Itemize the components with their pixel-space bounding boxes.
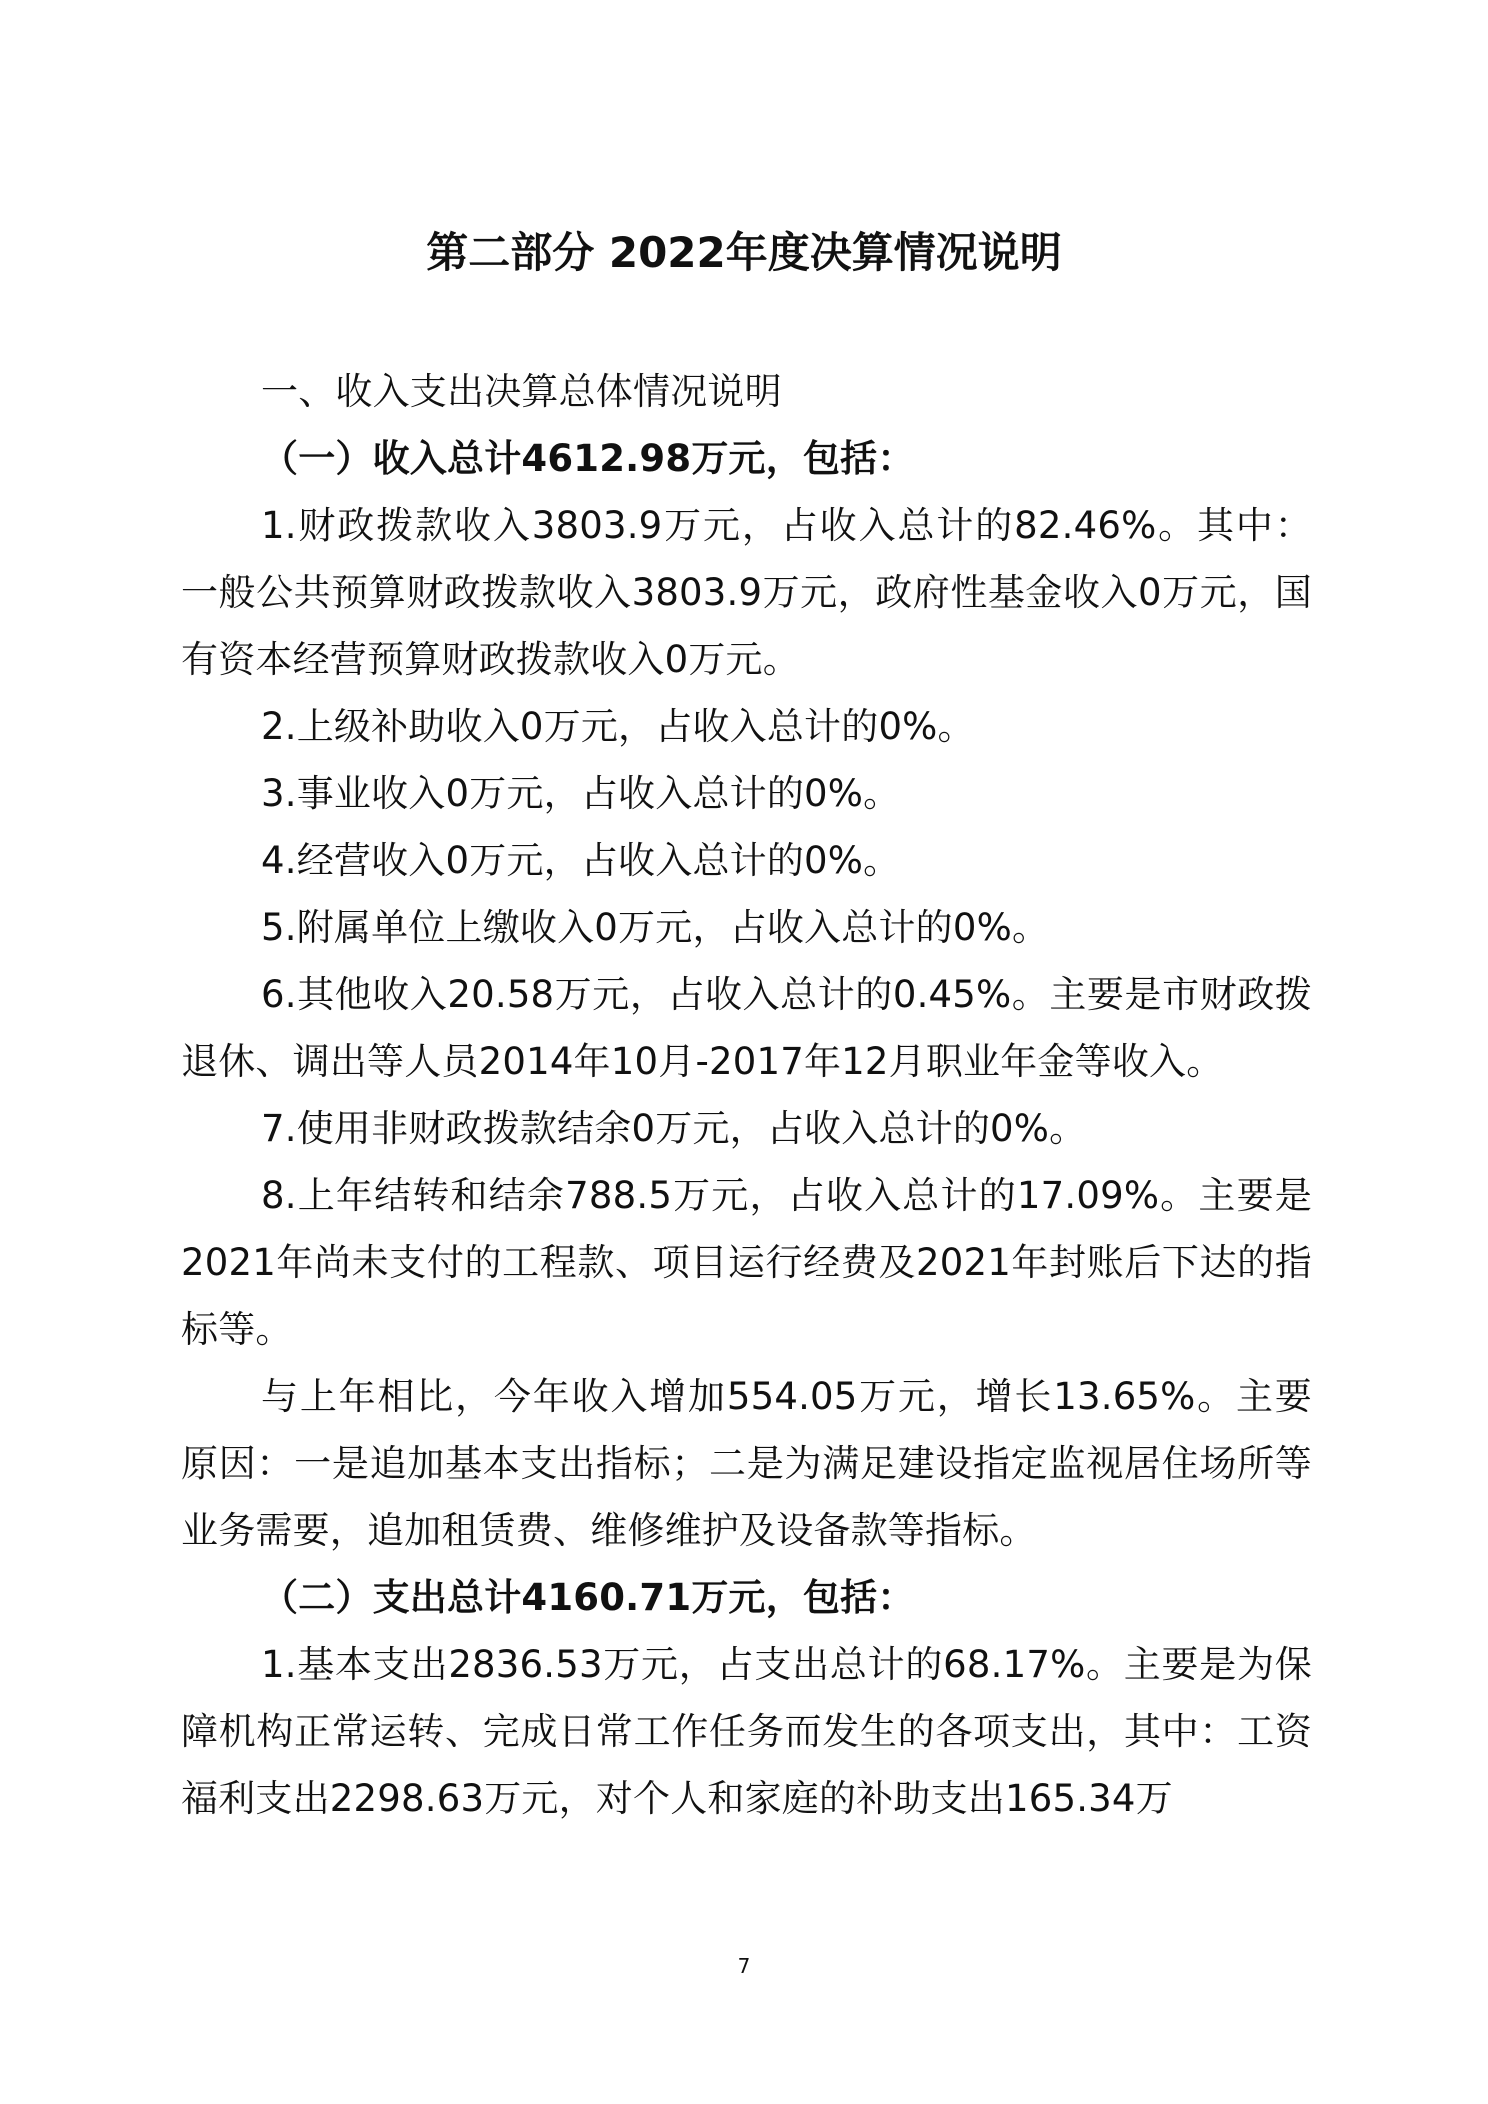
page-title: 第二部分 2022年度决算情况说明 — [426, 228, 1062, 277]
subsection-heading-income: （一）收入总计4612.98万元，包括： — [261, 437, 915, 480]
paragraph-income-item-7: 7.使用非财政拨款结余0万元，占收入总计的0%。 — [261, 1107, 1087, 1150]
page-number: 7 — [737, 1954, 751, 1978]
paragraph-income-item-5: 5.附属单位上缴收入0万元，占收入总计的0%。 — [261, 906, 1050, 949]
paragraph-income-item-1: 1.财政拨款收入3803.9万元，占收入总计的82.46%。其中：一般公共预算财政拨款收入3803.9万元，政府性基金收入0万元，国有资本经营预算财政拨款收入0万元。 — [181, 504, 1312, 681]
section-heading: 一、收入支出决算总体情况说明 — [261, 370, 782, 413]
paragraph-expense-item-1: 1.基本支出2836.53万元，占支出总计的68.17%。主要是为保障机构正常运转、完成日常工作任务而发生的各项支出，其中：工资福利支出2298.63万元，对个人和家庭的补助支出165.34万 — [181, 1643, 1312, 1820]
paragraph-income-item-8: 8.上年结转和结余788.5万元，占收入总计的17.09%。主要是2021年尚未支付的工程款、项目运行经费及2021年封账后下达的指标等。 — [181, 1174, 1312, 1351]
paragraph-income-comparison: 与上年相比，今年收入增加554.05万元，增长13.65%。主要原因：一是追加基本支出指标；二是为满足建设指定监视居住场所等业务需要，追加租赁费、维修维护及设备款等指标。 — [181, 1375, 1312, 1552]
body-text — [181, 358, 1312, 1832]
paragraph-income-item-6: 6.其他收入20.58万元，占收入总计的0.45%。主要是市财政拨退休、调出等人员2014年10月-2017年12月职业年金等收入。 — [181, 973, 1312, 1083]
subsection-heading-expense: （二）支出总计4160.71万元，包括： — [261, 1576, 915, 1619]
paragraph-income-item-3: 3.事业收入0万元，占收入总计的0%。 — [261, 772, 901, 815]
paragraph-income-item-2: 2.上级补助收入0万元，占收入总计的0%。 — [261, 705, 975, 748]
paragraph-income-item-4: 4.经营收入0万元，占收入总计的0%。 — [261, 839, 901, 882]
